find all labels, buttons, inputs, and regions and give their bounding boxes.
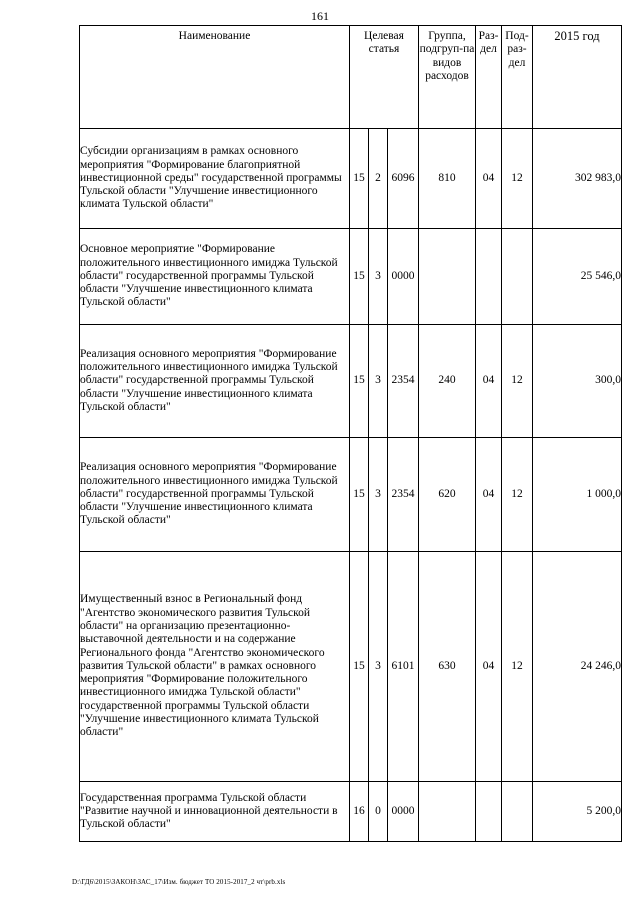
header-name: Наименование bbox=[80, 26, 350, 129]
row-amount: 1 000,0 bbox=[533, 438, 622, 552]
row-section: 04 bbox=[476, 325, 502, 438]
row-code1: 15 bbox=[350, 438, 369, 552]
row-code2: 3 bbox=[369, 438, 388, 552]
table-header-row bbox=[80, 26, 622, 129]
row-code2: 2 bbox=[369, 129, 388, 229]
table-row bbox=[80, 782, 622, 842]
row-amount: 25 546,0 bbox=[533, 229, 622, 325]
row-code3: 6096 bbox=[388, 129, 419, 229]
row-section bbox=[476, 782, 502, 842]
row-group: 810 bbox=[419, 129, 476, 229]
row-name: Реализация основного мероприятия "Формирование положительного инвестиционного имиджа Тульской области" государственной программы Тульской области "Улучшение инвестиционного климата Тульской области" bbox=[80, 438, 350, 552]
row-name: Субсидии организациям в рамках основного мероприятия "Формирование благоприятной инвестиционной среды" государственной программы Тульской области "Улучшение инвестиционного климата Тульской области" bbox=[80, 129, 350, 229]
row-code1: 15 bbox=[350, 325, 369, 438]
row-code3: 6101 bbox=[388, 552, 419, 782]
row-subsection bbox=[502, 229, 533, 325]
row-subsection: 12 bbox=[502, 129, 533, 229]
row-group: 630 bbox=[419, 552, 476, 782]
file-path-footer: D:\ГД6\2015\ЗАКОН\ЗАС_17\Изм. бюджет ТО 2015-2017_2 чт\prb.xls bbox=[72, 878, 286, 886]
row-amount: 24 246,0 bbox=[533, 552, 622, 782]
row-code3: 2354 bbox=[388, 325, 419, 438]
table-row bbox=[80, 129, 622, 229]
row-code1: 16 bbox=[350, 782, 369, 842]
header-section: Раз-дел bbox=[476, 26, 502, 129]
row-amount: 300,0 bbox=[533, 325, 622, 438]
row-section: 04 bbox=[476, 129, 502, 229]
row-code1: 15 bbox=[350, 552, 369, 782]
row-code2: 3 bbox=[369, 552, 388, 782]
row-name: Реализация основного мероприятия "Формирование положительного инвестиционного имиджа Тульской области" государственной программы Тульской области "Улучшение инвестиционного климата Тульской области" bbox=[80, 325, 350, 438]
row-subsection: 12 bbox=[502, 552, 533, 782]
row-group: 240 bbox=[419, 325, 476, 438]
row-subsection: 12 bbox=[502, 325, 533, 438]
row-code2: 3 bbox=[369, 325, 388, 438]
row-name: Основное мероприятие "Формирование положительного инвестиционного имиджа Тульской области" государственной программы Тульской области "Улучшение инвестиционного климата Тульской области" bbox=[80, 229, 350, 325]
header-year: 2015 год bbox=[533, 26, 622, 129]
table-row bbox=[80, 325, 622, 438]
row-subsection bbox=[502, 782, 533, 842]
row-code2: 3 bbox=[369, 229, 388, 325]
row-code3: 2354 bbox=[388, 438, 419, 552]
row-amount: 302 983,0 bbox=[533, 129, 622, 229]
row-section: 04 bbox=[476, 552, 502, 782]
header-subsection: Под-раз-дел bbox=[502, 26, 533, 129]
table-row bbox=[80, 552, 622, 782]
row-group bbox=[419, 782, 476, 842]
row-amount: 5 200,0 bbox=[533, 782, 622, 842]
row-section: 04 bbox=[476, 438, 502, 552]
row-group: 620 bbox=[419, 438, 476, 552]
row-code2: 0 bbox=[369, 782, 388, 842]
table-row bbox=[80, 438, 622, 552]
row-subsection: 12 bbox=[502, 438, 533, 552]
row-code3: 0000 bbox=[388, 229, 419, 325]
header-target-article: Целевая статья bbox=[350, 26, 419, 129]
page-number: 161 bbox=[311, 9, 329, 23]
row-name: Государственная программа Тульской области "Развитие научной и инновационной деятельности в Тульской области" bbox=[80, 782, 350, 842]
table-row bbox=[80, 229, 622, 325]
row-group bbox=[419, 229, 476, 325]
header-group: Группа, подгруп-па видов расходов bbox=[419, 26, 476, 129]
budget-table bbox=[79, 25, 622, 842]
row-section bbox=[476, 229, 502, 325]
row-code1: 15 bbox=[350, 129, 369, 229]
row-code3: 0000 bbox=[388, 782, 419, 842]
row-code1: 15 bbox=[350, 229, 369, 325]
row-name: Имущественный взнос в Региональный фонд "Агентство экономического развития Тульской области" на организацию презентационно-выставочной деятельности и на содержание Регионального фонда "Агентство экономического развития Тульской области" в рамках основного мероприятия "Формирование положительного инвестиционного имиджа Тульской области" государственной программы Тульской области "Улучшение инвестиционного климата Тульской области" bbox=[80, 552, 350, 782]
